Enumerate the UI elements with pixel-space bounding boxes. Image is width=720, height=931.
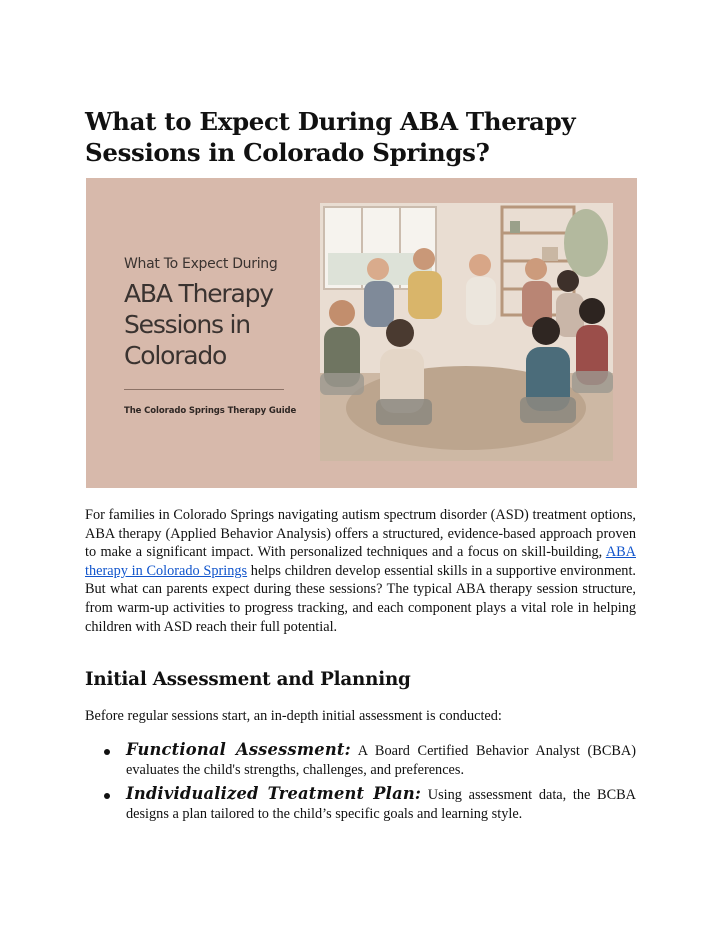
hero-divider: [124, 389, 284, 390]
intro-paragraph: [85, 506, 636, 636]
list-item-text: A Board Certified Behavior Analyst (BCBA) evaluates the child's strengths, challenges, and preferences.: [126, 743, 636, 779]
list-item-term: Functional Assessment:: [126, 740, 351, 759]
section-heading: Initial Assessment and Planning: [85, 669, 411, 690]
hero-text-block: [124, 256, 304, 371]
hero-title-line-3: Colorado: [124, 341, 227, 370]
list-item-term: Individualized Treatment Plan:: [126, 783, 422, 803]
list-item: [85, 740, 636, 781]
hero-title-line-1: ABA Therapy: [124, 279, 273, 308]
hero-title: [124, 278, 304, 371]
section-intro: Before regular sessions start, an in-depth initial assessment is conducted:: [85, 708, 502, 724]
therapy-group-photo: [320, 203, 613, 461]
list-item-text: Using assessment data, the BCBA designs a plan tailored to the child’s specific goals and learning style.: [126, 786, 636, 823]
bullet-list: [85, 740, 636, 828]
title-line-1: What to Expect During ABA Therapy: [85, 107, 576, 136]
paragraph-text-after-link: helps children develop essential skills in a supportive environment. But what can parents expect during these sessions? The typical ABA therapy session structure, from warm-up activities to progress tracking, and each component plays a vital role in helping children with ASD reach their full potential.: [85, 562, 636, 635]
hero-subtitle: What To Expect During: [124, 256, 278, 272]
bullet-icon: [104, 793, 110, 799]
aba-therapy-link[interactable]: ABA therapy in Colorado Springs: [85, 544, 636, 579]
hero-guide-label: The Colorado Springs Therapy Guide: [124, 406, 297, 416]
hero-title-line-2: Sessions in: [124, 310, 250, 339]
bullet-icon: [104, 749, 110, 755]
hero-image: [86, 178, 637, 488]
paragraph-text-before-link: For families in Colorado Springs navigating autism spectrum disorder (ASD) treatment options, ABA therapy (Applied Behavior Analysis) offers a structured, evidence-based approach proven to make a significant impact. With personalized techniques and a focus on skill-building,: [85, 507, 636, 561]
page-title: [85, 106, 636, 168]
title-line-2: Sessions in Colorado Springs?: [85, 138, 490, 167]
list-item: [85, 784, 636, 825]
